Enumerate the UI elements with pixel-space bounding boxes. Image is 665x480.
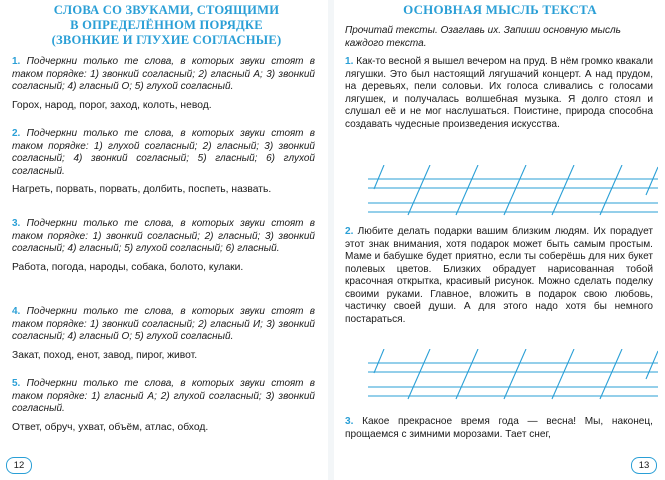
exercise-instruction: 3. Подчеркни только те слова, в которых звуки стоят в таком порядке: 1) звонкий согласный; 2) гласный; 3) звонкий согласный; 4) гласный; 5) глухой согласный; 6) гласный.	[12, 218, 315, 255]
exercise-instruction: 5. Подчеркни только те слова, в которых звуки стоят в таком порядке: 1) гласный А; 2) глухой согласный; 3) звонкий согласный.	[12, 378, 315, 415]
page-number: 12	[6, 457, 32, 474]
text-body: 1. Как-то весной я вышел вечером на пруд. В нём громко квакали лягушки. Это был настоящий лягушачий концерт. А над прудом, на деревьях, пели соловьи. Их голоса сливались с голосами лягушек, и получалась волшебная музыка. Я долго стоял и слушал её и не мог наслушаться. Поистине, природа способна создавать чудесные произведения искусства.	[345, 56, 653, 130]
exercise-instruction: 2. Подчеркни только те слова, в которых звуки стоят в таком порядке: 1) глухой согласный; 2) гласный; 3) звонкий согласный; 4) звонкий согласный; 5) гласный; 6) глухой согласный.	[12, 128, 315, 177]
writing-area-1[interactable]	[368, 165, 658, 227]
exercise-number: 1.	[12, 56, 21, 67]
right-page-title: ОСНОВНАЯ МЫСЛЬ ТЕКСТА	[403, 2, 597, 17]
text-body: 3. Какое прекрасное время года — весна! Мы, наконец, прощаемся с зимними морозами. Тает снег,	[345, 416, 653, 440]
text-1	[345, 56, 653, 131]
writing-area-2[interactable]	[368, 349, 658, 411]
exercise-instruction: 1. Подчеркни только те слова, в которых звуки стоят в таком порядке: 1) звонкий согласный; 2) гласный А; 3) звонкий согласный; 4) гласный О; 5) глухой согласный.	[12, 56, 315, 93]
text-body: 2. Любите делать подарки вашим близким людям. Их порадует этот знак внимания, хотя подарок может быть самым простым. Маме и бабушке будет приятно, если ты соберёшь для них букет полевых цветов. Близких обрадует нарисованная тобой красочная открытка, красивый рисунок. Можно сделать поделку своими руками. Главное, вложить в подарок свою любовь, частичку своей души. А для этого надо хотя бы немного постараться.	[345, 226, 653, 325]
exercise-1	[12, 56, 315, 112]
exercise-word-list: Ответ, обруч, ухват, объём, атлас, обход.	[12, 421, 209, 433]
text-2	[345, 226, 653, 326]
text-number: 2.	[345, 226, 354, 237]
exercise-instruction: 4. Подчеркни только те слова, в которых звуки стоят в таком порядке: 1) звонкий согласный; 2) гласный И; 3) звонкий согласный; 4) гласный О; 5) глухой согласный.	[12, 306, 315, 343]
exercise-4	[12, 306, 315, 362]
exercise-number: 3.	[12, 218, 21, 229]
page-gutter	[328, 0, 334, 480]
exercise-word-list: Горох, народ, порог, заход, колоть, невод.	[12, 99, 212, 111]
text-number: 3.	[345, 416, 354, 427]
title-line: В ОПРЕДЕЛЁННОМ ПОРЯДКЕ	[70, 18, 263, 32]
exercise-word-list: Нагреть, порвать, порвать, долбить, поспеть, назвать.	[12, 184, 272, 196]
page-number: 13	[631, 457, 657, 474]
exercise-number: 2.	[12, 128, 21, 139]
exercise-number: 4.	[12, 306, 21, 317]
exercise-2	[12, 128, 315, 196]
title-line: СЛОВА СО ЗВУКАМИ, СТОЯЩИМИ	[53, 3, 280, 17]
text-3	[345, 416, 653, 441]
exercise-word-list: Работа, погода, народы, собака, болото, кулаки.	[12, 261, 244, 273]
exercise-3	[12, 218, 315, 274]
exercise-5	[12, 378, 315, 434]
reading-instruction: Прочитай тексты. Озаглавь их. Запиши основную мысль каждого текста.	[345, 25, 621, 49]
exercise-number: 5.	[12, 378, 21, 389]
left-page	[0, 0, 327, 480]
left-page-title	[0, 3, 327, 48]
title-line: (ЗВОНКИЕ И ГЛУХИЕ СОГЛАСНЫЕ)	[51, 33, 282, 47]
exercise-word-list: Закат, поход, енот, завод, пирог, живот.	[12, 349, 198, 361]
text-number: 1.	[345, 56, 354, 67]
